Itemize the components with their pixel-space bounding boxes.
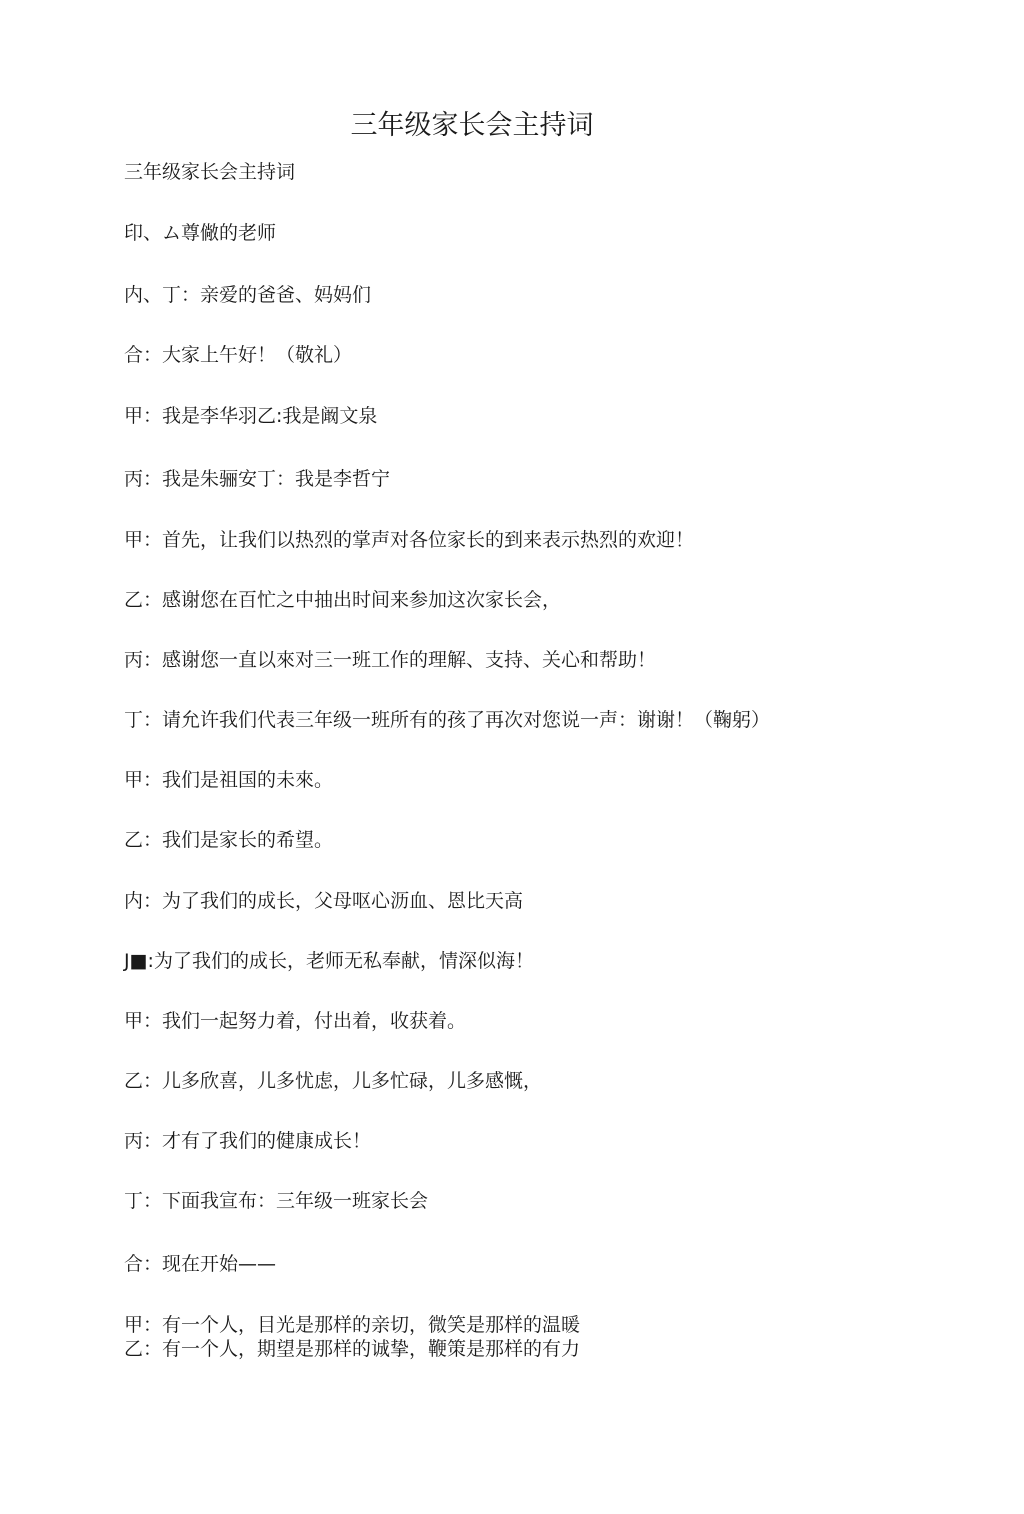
text-line: 合：大家上午好！（敬礼） [124,344,353,366]
text-line: 丙：感谢您一直以來对三一班工作的理解、支持、关心和帮助！ [124,649,657,671]
text-line: 甲：我是李华羽乙:我是阚文泉 [124,405,378,427]
document-title: 三年级家长会主持词 [350,110,594,141]
text-line: J■:为了我们的成长，老师无私奉献，情深似海！ [124,950,534,972]
text-line: 三年级家长会主持词 [124,161,296,183]
text-line: 甲：我们是祖国的未來。 [124,769,334,791]
text-line: 丙：我是朱骊安丁：我是李哲宁 [124,468,391,490]
text-line: 乙：我们是家长的希望。 [124,829,334,851]
text-line: 丁：请允许我们代表三年级一班所有的孩了再次对您说一声：谢谢！（鞠躬） [124,709,771,731]
text-line: 内、丁：亲爱的爸爸、妈妈们 [124,284,372,306]
text-line: 乙：感谢您在百忙之中抽出时间来参加这次家长会， [124,589,562,611]
text-line: 合：现在开始—— [124,1253,277,1275]
text-line: 甲：有一个人，目光是那样的亲切，微笑是那样的温暖 [124,1314,581,1336]
text-line: 内：为了我们的成长，父母呕心沥血、恩比天高 [124,890,524,912]
text-line: 甲：我们一起努力着，付出着，收获着。 [124,1010,467,1032]
text-line: 甲：首先，让我们以热烈的掌声对各位家长的到来表示热烈的欢迎！ [124,529,695,551]
text-line: 乙：儿多欣喜，儿多忧虑，儿多忙碌，儿多感慨， [124,1070,543,1092]
text-line: 丁：下面我宣布：三年级一班家长会 [124,1190,429,1212]
text-line: 丙：才有了我们的健康成长！ [124,1130,372,1152]
text-line: 乙：有一个人，期望是那样的诚挚，鞭策是那样的有力 [124,1338,581,1360]
text-line: 印、ム尊僘的老师 [124,222,277,244]
